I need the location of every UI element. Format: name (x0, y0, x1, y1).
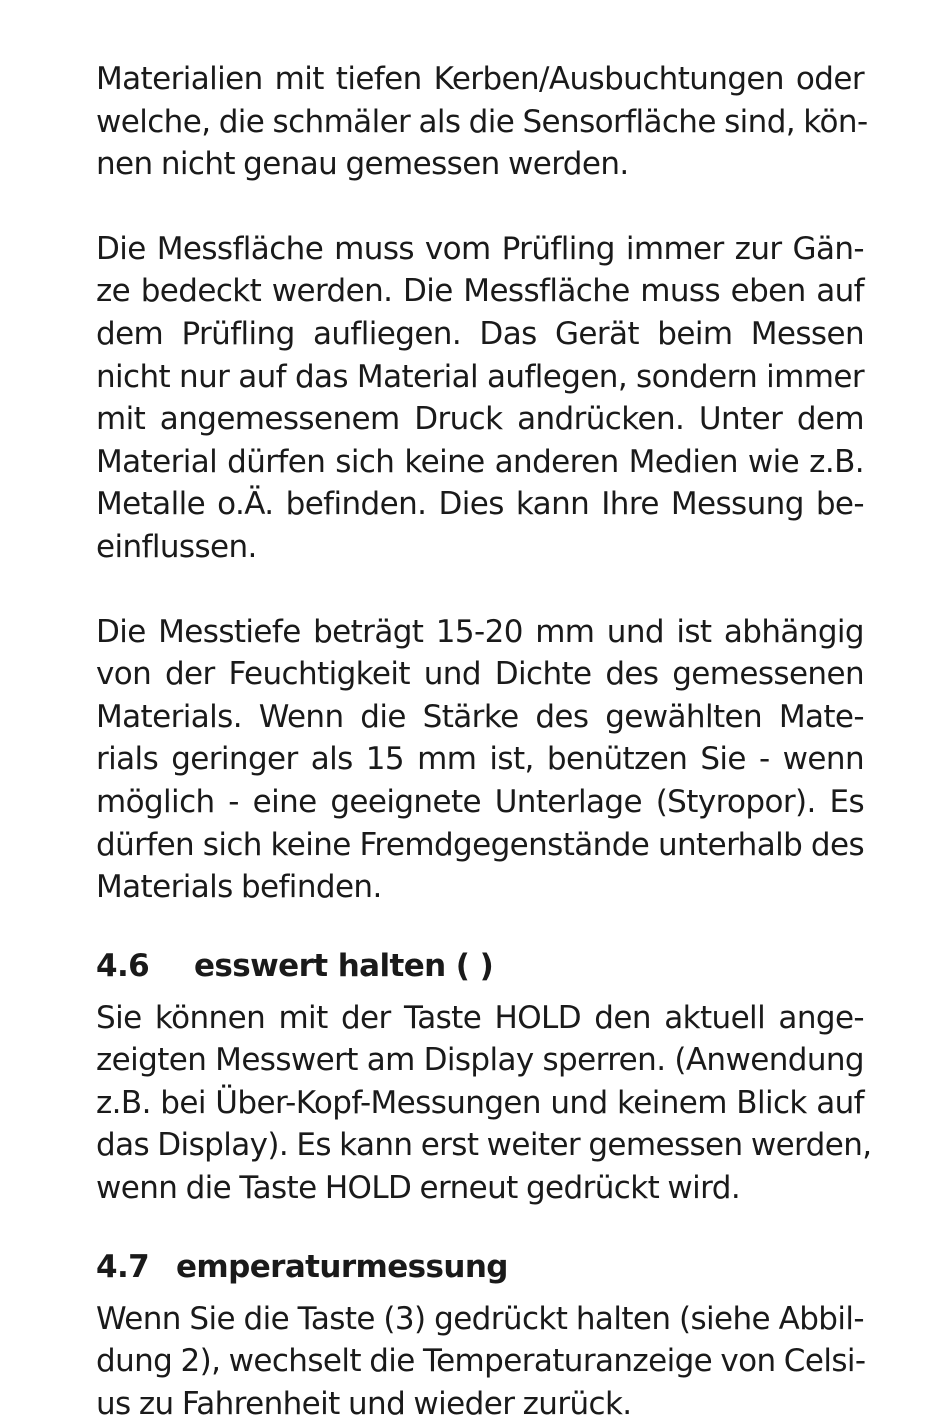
text-line: einflussen. (96, 528, 257, 565)
text-line: rials geringer als 15 mm ist, benützen Sie - wenn (96, 741, 864, 778)
document-page (96, 58, 872, 1425)
paragraph-measuring-surface (96, 228, 864, 569)
text-line: wenn die Taste HOLD erneut gedrückt wird. (96, 1170, 741, 1207)
section-number: 4.6 (96, 947, 150, 984)
text-line: us zu Fahrenheit und wieder zurück. (96, 1385, 632, 1422)
text-line: Die Messtiefe beträgt 15-20 mm und ist abhängig (96, 613, 864, 650)
text-line: Materialien mit tiefen Kerben/Ausbuchtungen oder (96, 61, 864, 97)
paragraph-measuring-depth (96, 611, 864, 909)
text-line: nicht nur auf das Material auflegen, sondern immer (96, 358, 864, 395)
text-line: nen nicht genau gemessen werden. (96, 146, 629, 183)
text-line: zeigten Messwert am Display sperren. (Anwendung (96, 1042, 864, 1079)
paragraph-hold-function (96, 997, 872, 1210)
text-line: Materials. Wenn die Stärke des gewählten Mate- (96, 698, 864, 735)
section-heading-4-6 (96, 945, 864, 987)
text-line: welche, die schmäler als die Sensorfläche sind, kön- (96, 103, 868, 140)
text-line: ze bedeckt werden. Die Messfläche muss eben auf (96, 273, 864, 310)
paragraph-material-limits (96, 58, 868, 186)
text-line: z.B. bei Über-Kopf-Messungen und keinem Blick auf (96, 1084, 864, 1121)
text-line: Wenn Sie die Taste (3) gedrückt halten (siehe Abbil- (96, 1300, 864, 1337)
section-number: 4.7 (96, 1248, 150, 1285)
text-line: Metalle o.Ä. befinden. Dies kann Ihre Messung be- (96, 486, 864, 523)
section-title: esswert halten ( ) (194, 947, 494, 984)
text-line: Die Messfläche muss vom Prüfling immer zur Gän- (96, 230, 864, 267)
text-line: mit angemessenem Druck andrücken. Unter dem (96, 401, 864, 438)
text-line: Materials befinden. (96, 869, 382, 906)
text-line: Sie können mit der Taste HOLD den aktuell ange- (96, 999, 864, 1036)
text-line: das Display). Es kann erst weiter gemessen werden, (96, 1127, 872, 1164)
text-line: möglich - eine geeignete Unterlage (Styropor). Es (96, 783, 864, 820)
section-title: emperaturmessung (176, 1248, 508, 1285)
section-heading-4-7 (96, 1246, 864, 1288)
text-line: dung 2), wechselt die Temperaturanzeige von Celsi- (96, 1343, 866, 1380)
paragraph-temperature-toggle (96, 1298, 864, 1425)
text-line: von der Feuchtigkeit und Dichte des gemessenen (96, 656, 864, 693)
text-line: Material dürfen sich keine anderen Medien wie z.B. (96, 443, 864, 480)
text-line: dem Prüfling aufliegen. Das Gerät beim Messen (96, 315, 864, 352)
text-line: dürfen sich keine Fremdgegenstände unterhalb des (96, 826, 864, 863)
